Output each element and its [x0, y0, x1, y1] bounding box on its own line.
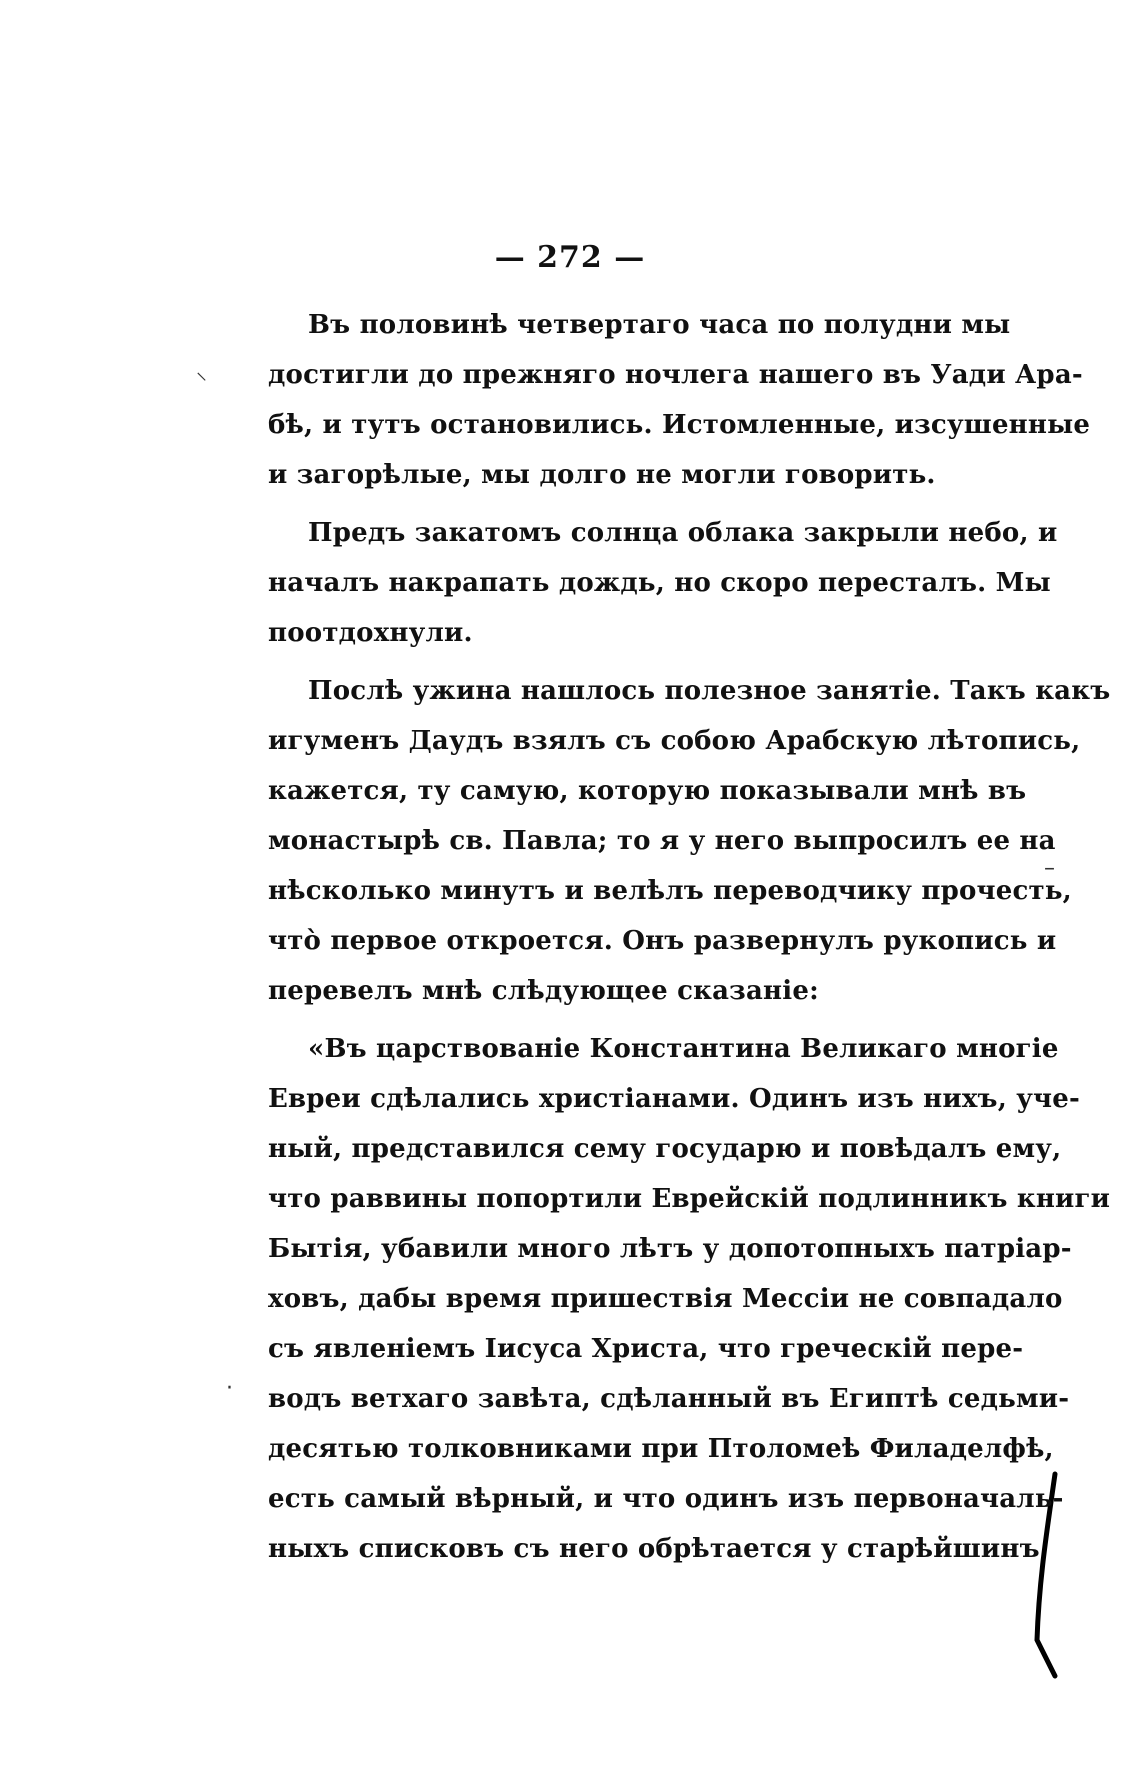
margin-mark-left: ⸜ — [196, 360, 208, 385]
text-line: ныхъ списковъ съ него обрѣтается у старѣйшинъ — [268, 1534, 1040, 1564]
text-line: кажется, ту самую, которую показывали мнѣ въ — [268, 776, 1027, 806]
margin-mark-dot: · — [226, 1376, 233, 1401]
paragraph-4 — [268, 1024, 1111, 1574]
paragraph-gap — [268, 1016, 948, 1024]
text-line: и загорѣлые, мы долго не могли говорить. — [268, 460, 936, 490]
text-line: Послѣ ужина нашлось полезное занятіе. Такъ какъ — [308, 676, 1111, 706]
page-number: — 272 — — [494, 240, 646, 275]
text-line: «Въ царствованіе Константина Великаго многіе — [308, 1034, 1059, 1064]
text-line: бѣ, и тутъ остановились. Истомленные, изсушенные — [268, 410, 1091, 440]
paragraph-gap — [268, 500, 948, 508]
body-text — [268, 300, 1111, 1574]
text-line: ховъ, дабы время пришествія Мессіи не совпадало — [268, 1284, 1063, 1314]
text-line: поотдохнули. — [268, 618, 473, 648]
text-line: водъ ветхаго завѣта, сдѣланный въ Египтѣ седьми- — [268, 1384, 1070, 1414]
text-line: перевелъ мнѣ слѣдующее сказаніе: — [268, 976, 819, 1006]
text-line: нѣсколько минутъ и велѣлъ переводчику прочесть, — [268, 876, 1072, 906]
text-line: что раввины попортили Еврейскій подлинникъ книги — [268, 1184, 1111, 1214]
text-line: десятью толковниками при Птоломеѣ Филаделфѣ, — [268, 1434, 1054, 1464]
text-line: Предъ закатомъ солнца облака закрыли небо, и — [308, 518, 1058, 548]
paragraph-2 — [268, 508, 1058, 658]
text-line: съ явленіемъ Іисуса Христа, что греческій пере- — [268, 1334, 1024, 1364]
text-line: монастырѣ св. Павла; то я у него выпросилъ ее на — [268, 826, 1056, 856]
text-line: началъ накрапать дождь, но скоро пересталъ. Мы — [268, 568, 1051, 598]
paragraph-1 — [268, 300, 1091, 500]
text-line: достигли до прежняго ночлега нашего въ Уади Ара- — [268, 360, 1083, 390]
text-line: чтò первое откроется. Онъ развернулъ рукопись и — [268, 926, 1057, 956]
text-line: игуменъ Даудъ взялъ съ собою Арабскую лѣтопись, — [268, 726, 1081, 756]
text-line: есть самый вѣрный, и что одинъ изъ первоначаль- — [268, 1484, 1064, 1514]
margin-mark-right: – — [1044, 856, 1055, 881]
paragraph-gap — [268, 658, 948, 666]
text-line: Евреи сдѣлались христіанами. Одинъ изъ нихъ, уче- — [268, 1084, 1081, 1114]
text-line: ный, представился сему государю и повѣдалъ ему, — [268, 1134, 1062, 1164]
text-line: Въ половинѣ четвертаго часа по полудни мы — [308, 310, 1011, 340]
paragraph-3 — [268, 666, 1111, 1016]
text-line: Бытія, убавили много лѣтъ у допотопныхъ патріар- — [268, 1234, 1072, 1264]
